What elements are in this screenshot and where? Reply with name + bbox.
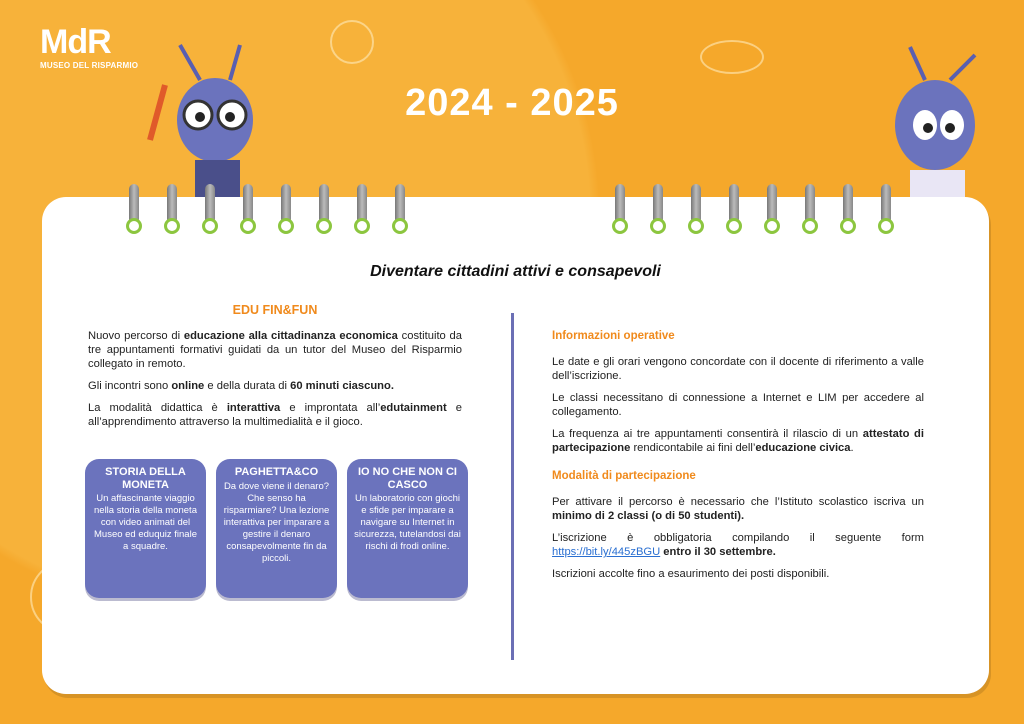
spiral-ring — [688, 184, 704, 240]
participation-heading: Modalità di partecipazione — [552, 470, 696, 482]
operational-info — [552, 329, 924, 589]
card-title: PAGHETTA&CO — [234, 466, 319, 478]
info-connection: Le classi necessitano di connessione a Internet e LIM per accedere al collegamento. — [552, 392, 924, 418]
spiral-ring — [202, 184, 218, 240]
spiral-ring — [764, 184, 780, 240]
paragraph-method: La modalità didattica è interattiva e improntata all’edutainment e all’apprendimento attraverso la multimedialità e il gioco. — [88, 402, 462, 428]
card-paghetta — [216, 459, 337, 598]
spiral-ring — [164, 184, 180, 240]
card-body: Da dove viene il denaro? Che senso ha risparmiare? Una lezione interattiva per imparare a gestire il denaro consapevolmente fin da piccoli. — [223, 480, 330, 564]
school-year: 2024 - 2025 — [405, 82, 619, 124]
spiral-ring — [802, 184, 818, 240]
program-description — [88, 303, 462, 437]
spiral-ring — [354, 184, 370, 240]
spiral-ring — [240, 184, 256, 240]
card-io-no-che-non-ci-casco — [347, 459, 468, 598]
spiral-ring — [650, 184, 666, 240]
ant-mascot-teacher — [140, 40, 300, 200]
card-title: STORIA DELLA MONETA — [105, 466, 186, 491]
info-heading: Informazioni operative — [552, 330, 675, 342]
spiral-ring — [840, 184, 856, 240]
logo — [40, 25, 138, 70]
logo-subtitle: MUSEO DEL RISPARMIO — [40, 61, 139, 70]
participation-minimum: Per attivare il percorso è necessario che l’Istituto scolastico iscriva un minimo di 2 classi (o di 50 studenti). — [552, 496, 924, 522]
spiral-binding-right — [612, 184, 894, 240]
spiral-binding-left — [126, 184, 408, 240]
participation-limit: Iscrizioni accolte fino a esaurimento dei posti disponibili. — [552, 568, 830, 580]
module-cards — [85, 459, 468, 598]
card-storia-della-moneta — [85, 459, 206, 598]
paragraph-online: Gli incontri sono online e della durata di 60 minuti ciascuno. — [88, 380, 394, 392]
spiral-ring — [278, 184, 294, 240]
spiral-ring — [126, 184, 142, 240]
info-certificate: La frequenza ai tre appuntamenti consentirà il rilascio di un attestato di partecipazione rendicontabile ai fini dell’educazione civica. — [552, 428, 924, 454]
page-title: Diventare cittadini attivi e consapevoli — [370, 263, 661, 280]
card-body: Un affascinante viaggio nella storia della moneta con video animati del Museo ed eduquiz finale a squadre. — [94, 493, 197, 552]
logo-mark: MdR — [40, 23, 111, 61]
info-dates: Le date e gli orari vengono concordate con il docente di riferimento a valle dell’iscrizione. — [552, 356, 924, 382]
paragraph-intro: Nuovo percorso di educazione alla cittadinanza economica costituito da tre appuntamenti formativi guidati da un tutor del Museo del Risparmio collegato in remoto. — [88, 330, 462, 370]
ant-mascot-girl — [880, 45, 1000, 200]
program-heading: EDU FIN&FUN — [232, 303, 318, 317]
spiral-ring — [392, 184, 408, 240]
registration-link[interactable]: https://bit.ly/445zBGU — [552, 546, 661, 558]
spiral-ring — [612, 184, 628, 240]
spiral-ring — [726, 184, 742, 240]
participation-form: L’iscrizione è obbligatoria compilando il seguente form https://bit.ly/445zBGU entro il 30 settembre. — [552, 532, 924, 558]
spiral-ring — [316, 184, 332, 240]
column-divider — [511, 313, 514, 660]
card-title: IO NO CHE NON CI CASCO — [357, 466, 457, 491]
card-body: Un laboratorio con giochi e sfide per imparare a navigare su Internet in sicurezza, tutelandosi dai rischi di frodi online. — [354, 493, 461, 552]
spiral-ring — [878, 184, 894, 240]
decorative-circle — [330, 20, 374, 64]
decorative-scribble — [700, 40, 764, 74]
